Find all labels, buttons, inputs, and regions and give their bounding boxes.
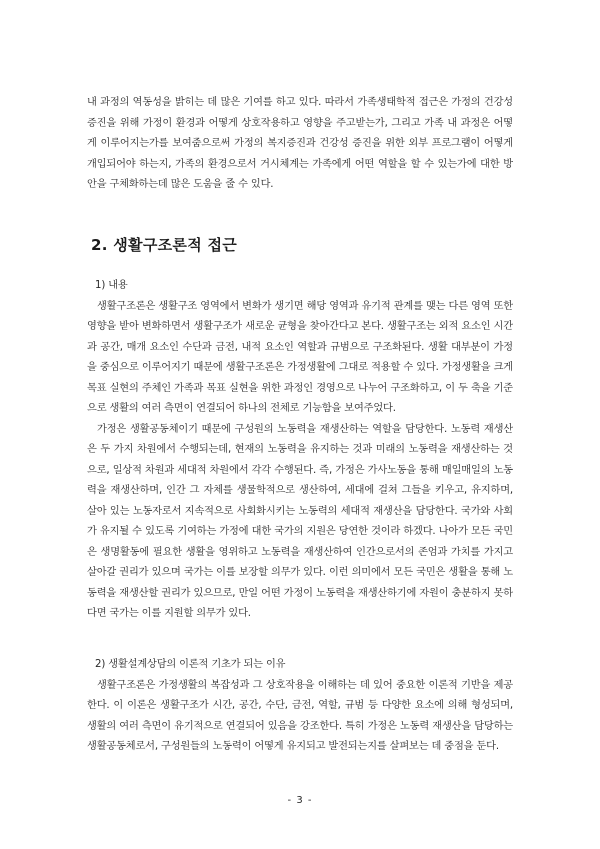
intro-paragraph: 내 과정의 역동성을 밝히는 데 많은 기여를 하고 있다. 따라서 가족생태학적 접근은 가정의 건강성 증진을 위해 가정이 환경과 어떻게 상호작용하고 영향을 주고받는가, 그리고 가족 내 과정은 어떻게 이루어지는가를 보여줌으로써 가정의 복지증진과 건강성 증진을 위한 외부 프로그램이 어떻게 개입되어야 하는지, 가족의 환경으로서 거시체계는 가족에게 어떤 역할을 할 수 있는가에 대한 방안을 구체화하는데 많은 도움을 줄 수 있다. [87,97,513,190]
content-paragraph-life-structure: 생활구조론은 생활구조 영역에서 변화가 생기면 해당 영역과 유기적 관계를 맺는 다른 영역 또한 영향을 받아 변화하면서 생활구조가 새로운 균형을 찾아간다고 본다. 생활구조는 외적 요소인 시간과 공간, 매개 요소인 수단과 금전, 내적 요소인 역할과 규범으로 구조화된다. 생활 대부분이 가정을 중심으로 이루어지기 때문에 생활구조론은 가정생활에 그대로 적용할 수 있다. 가정생활을 크게 목표 실현의 주체인 가족과 목표 실현을 위한 과정인 경영으로 나누어 구조화하고, 이 두 축을 기준으로 생활의 여러 측면이 연결되어 하나의 전체로 기능함을 보여주었다. [87,300,513,414]
subsection-heading-theory-basis: 2) 생활설계상담의 이론적 기초가 되는 이유 [95,659,286,670]
theory-basis-paragraph: 생활구조론은 가정생활의 복잡성과 그 상호작용을 이해하는 데 있어 중요한 이론적 기반을 제공한다. 이 이론은 생활구조가 시간, 공간, 수단, 금전, 역할, 규범 등 다양한 요소에 의해 형성되며, 생활의 여러 측면이 유기적으로 연결되어 있음을 강조한다. 특히 가정은 노동력 재생산을 담당하는 생활공동체로서, 구성원들의 노동력이 어떻게 유지되고 발전되는지를 살펴보는 데 중점을 둔다. [87,679,513,752]
intro-paragraph-block [87,93,513,196]
subsection-heading-content: 1) 내용 [95,280,128,291]
page-number: - 3 - [287,795,313,806]
subsection-content [87,276,513,625]
content-paragraph-labor-reproduction: 가정은 생활공동체이기 때문에 구성원의 노동력을 재생산하는 역할을 담당한다. 노동력 재생산은 두 가지 차원에서 수행되는데, 현재의 노동력을 유지하는 것과 미래의 노동력을 재생산하는 것으로, 일상적 차원과 세대적 차원에서 각각 수행된다. 즉, 가정은 가사노동을 통해 매일매일의 노동력을 재생산하며, 인간 그 자체를 생물학적으로 생산하여, 세대에 걸쳐 그들을 키우고, 유지하며, 살아 있는 노동자로서 지속적으로 사회화시키는 노동력의 세대적 재생산을 담당한다. 국가와 사회가 유지될 수 있도록 기여하는 가정에 대한 국가의 지원은 당연한 것이라 하겠다. 나아가 모든 국민은 생명활동에 필요한 생활을 영위하고 노동력을 재생산하여 인간으로서의 존엄과 가치를 가지고 살아갈 권리가 있으며 국가는 이를 보장할 의무가 있다. 이런 의미에서 모든 국민은 생활을 통해 노동력을 재생산할 권리가 있으므로, 만일 어떤 가정이 노동력을 재생산하기에 자원이 충분하지 못하다면 국가는 이를 지원할 의무가 있다. [87,423,513,619]
subsection-theory-basis [87,655,513,758]
section-title: 2. 생활구조론적 접근 [91,236,238,254]
